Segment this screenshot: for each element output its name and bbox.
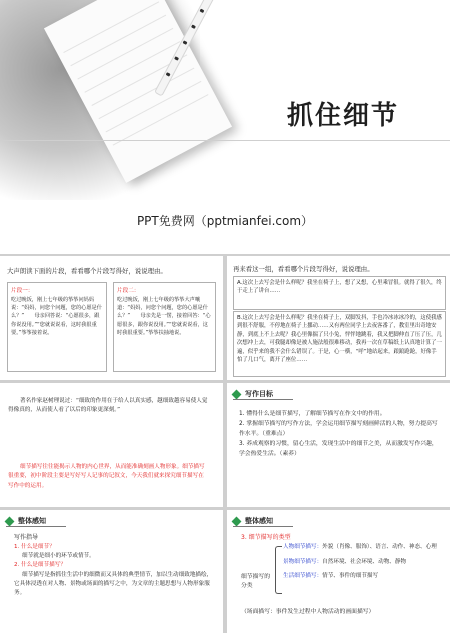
list-item: 2. 掌握细节描写的写作方法，学会运用细节描写刻画鲜活的人物，努力提高写作水平。（重难点）	[239, 421, 438, 437]
quote-paragraph: 著名作家赵树理说过：“细致的作用在于给人以真实感，越细致越容易使人觉得像真的，从而使人看了以后的印象更深刻。”	[8, 398, 208, 414]
intro-paragraph: 细节描写往往能揭示人物的内心世界，从而能准确刻画人物形象。细节描写很重要，初中阶段主要是写好写人记事的记叙文，今天我们就来探究细节描写在写作中的运用。	[8, 464, 205, 489]
excerpt-box-a	[233, 276, 446, 310]
type-label: 人物细节描写：	[283, 544, 323, 550]
diamond-icon	[232, 389, 242, 399]
excerpt-body: 吃过晚饭，刚上七年级的筝筝问妈妈说：“妈妈，问您个问题，您的心愿是什么？” 母亲回答说：“心愿很多，跟你说没用。”“您就说说看，这时我很重要。”筝筝接着说。	[11, 297, 102, 336]
site-credit: PPT免费网（pptmianfei.com）	[136, 214, 314, 228]
subheading: 写作指导	[14, 534, 39, 541]
classification-label: 细节描写的分类	[241, 574, 270, 589]
slide-title: 抓住细节	[287, 101, 400, 131]
heading-underline	[6, 526, 66, 527]
subheading: 3. 细节描写的类型	[241, 534, 291, 541]
type-value: 外貌（肖像、服饰）、语言、动作、神态、心理	[322, 544, 437, 550]
list-item	[283, 572, 448, 581]
section-heading-label: 整体感知	[18, 517, 46, 525]
slide-thumbnail-overview-1[interactable]	[0, 510, 223, 633]
goal-list	[239, 409, 439, 459]
list-item	[283, 543, 448, 552]
section-heading	[6, 516, 46, 526]
diamond-icon	[232, 516, 242, 526]
slide-thumbnail-overview-2[interactable]	[227, 510, 450, 633]
question-line: 1. 什么是细节？	[14, 544, 55, 550]
heading-underline	[233, 526, 293, 527]
slide-thumbnail-goals[interactable]	[227, 383, 450, 507]
type-list	[283, 543, 448, 581]
slide-thumbnail-compare-2[interactable]	[227, 256, 450, 380]
type-value: 情节、事件的细节描写	[322, 573, 379, 580]
section-heading	[233, 389, 273, 399]
answer-line: 细节描写是指抓住生活中的细微而又具体的典型情节，加以生动细致地描绘，它具体浸透在对人物、景物或场面的描写之中，为文章的主题思想与人物形象服务。	[14, 571, 213, 597]
section-heading-label: 写作目标	[245, 390, 273, 398]
slide-thumbnail-compare-1[interactable]	[0, 256, 223, 380]
note-line: （场面描写：事件发生过程中人物活动的画面描写）	[241, 609, 375, 615]
instruction-text: 大声朗读下面的片段，看看哪个片段写得好，说说理由。	[7, 267, 167, 275]
heading-underline	[233, 399, 293, 400]
excerpt-box-b	[233, 311, 446, 377]
answer-line: 细节就是细小的环节或情节。	[22, 553, 95, 560]
excerpt-heading: 片段二：	[117, 288, 140, 294]
question-line: 2. 什么是细节描写？	[14, 562, 66, 569]
excerpt-body: 吃过晚饭，刚上七年级的筝筝大声嚷道：“妈妈，问您个问题，您的心愿是什么？” 母亲先是一愣，接着回答：“心愿很多，跟你说没用。”“您就说说看，这时我很重要。”筝筝扶抽地说。	[117, 297, 211, 336]
excerpt-b-text: B.这次上去写会是什么样呢？我坐在椅子上，双脚发抖，手也冷冰冰冰冷的，这使我感到很不舒服，不停地在椅子上挪动……又有两位同学上去夜客番了，教室里出奇地安静，到底上不上去呢？我心里像揣了只小兔，怦怦地跳着，我又把脚伸直了压了压，几次想冲上去，可我腿却像是被人施法般很难移动，我再一次在草稿纸上认真地计算了一遍，似乎来的我不会什么错误了。于是，心一横，“呼”地站起来，踉踉跄跄，好像手怕了几口气，离开了座位……	[237, 315, 442, 364]
section-heading-label: 整体感知	[245, 517, 273, 525]
slide-thumbnail-quote[interactable]	[0, 383, 223, 507]
instruction-text: 再来看这一组，看看哪个片段写得好，说说理由。	[233, 265, 374, 273]
type-label: 景物细节描写：	[283, 558, 323, 565]
guide-text	[14, 543, 214, 598]
excerpt-a-text: A.这次上去写会是什么样呢？我坐在椅子上，想了又想，心里乘冒很。就得了很久，终于走上了讲台……	[237, 280, 442, 295]
excerpt-heading: 片段一：	[11, 288, 34, 294]
brace-icon	[275, 546, 282, 594]
section-heading	[233, 516, 273, 526]
list-item: 1. 懂得什么是细节描写，了解细节描写在作文中的作用。	[239, 411, 386, 417]
excerpt-box-right	[113, 282, 216, 372]
type-label: 生活细节描写：	[283, 573, 323, 580]
divider	[0, 140, 450, 141]
type-value: 自然环境、社会环境、动物、静物	[322, 558, 407, 565]
list-item: 3. 养成观察的习惯，留心生活，发现生活中的细节之美，从而激发写作兴趣，学会热爱生活。（素养）	[239, 441, 438, 457]
title-slide[interactable]	[0, 0, 450, 254]
excerpt-box-left	[7, 282, 107, 372]
list-item	[283, 558, 448, 567]
diamond-icon	[5, 516, 15, 526]
